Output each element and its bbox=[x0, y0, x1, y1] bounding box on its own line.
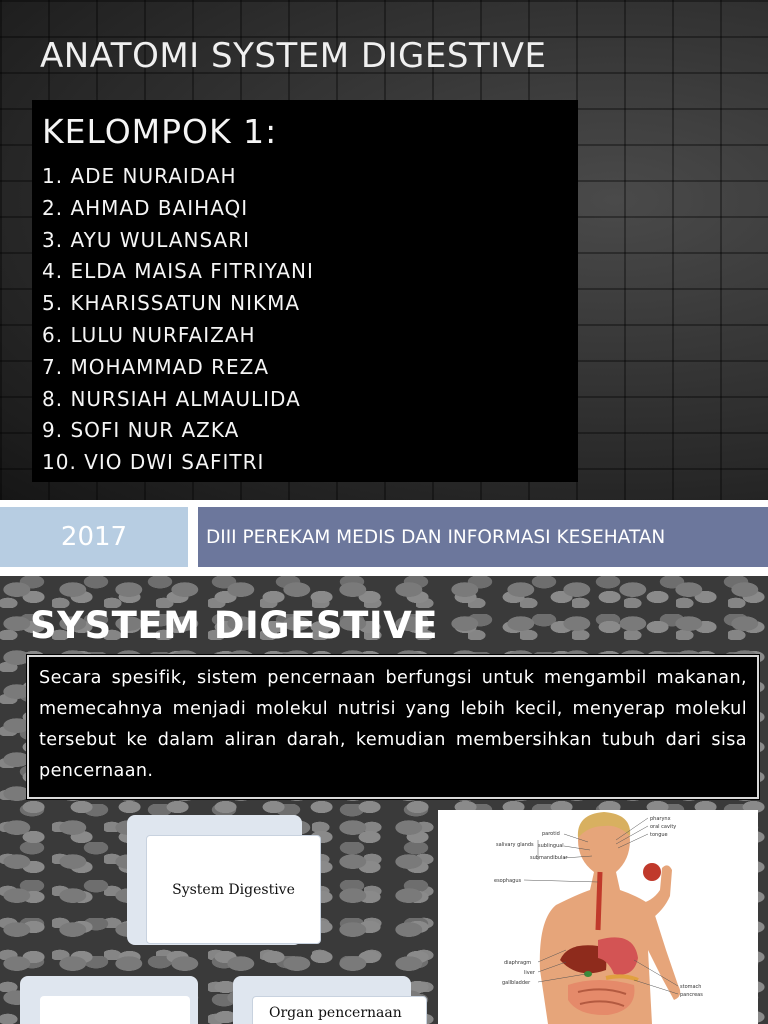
member-list bbox=[42, 161, 578, 479]
label-oral-cavity: oral cavity bbox=[650, 824, 677, 830]
label-pancreas: pancreas bbox=[680, 992, 703, 998]
description-box bbox=[27, 655, 759, 799]
label-submandibular: submandibular bbox=[530, 855, 568, 861]
label-stomach: stomach bbox=[680, 984, 702, 990]
label-gallbladder: gallbladder bbox=[502, 980, 531, 986]
list-item: 1. ADE NURAIDAH bbox=[42, 164, 237, 188]
list-item: 4. ELDA MAISA FITRIYANI bbox=[42, 259, 314, 284]
group-heading: KELOMPOK 1: bbox=[42, 112, 278, 151]
content-slide bbox=[0, 576, 768, 1024]
anatomy-drawing bbox=[438, 810, 758, 1024]
label-diaphragm: diaphragm bbox=[504, 960, 532, 966]
list-item: 2. AHMAD BAIHAQI bbox=[42, 195, 249, 220]
program-label: DIII PEREKAM MEDIS DAN INFORMASI KESEHATAN bbox=[198, 507, 768, 567]
member-panel bbox=[32, 100, 578, 482]
slide-title: SYSTEM DIGESTIVE bbox=[30, 604, 438, 647]
year-label: 2017 bbox=[0, 507, 188, 567]
org-chart-child-1 bbox=[40, 996, 190, 1024]
list-item: 5. KHARISSATUN NIKMA bbox=[42, 291, 301, 316]
slide-title: ANATOMI SYSTEM DIGESTIVE bbox=[40, 36, 547, 76]
org-chart-root: System Digestive bbox=[146, 835, 321, 944]
list-item: 7. MOHAMMAD REZA bbox=[42, 354, 270, 379]
label-pharynx: pharynx bbox=[650, 816, 671, 822]
org-chart-child-2: Organ pencernaan bbox=[252, 996, 427, 1024]
list-item: 10. VIO DWI SAFITRI bbox=[42, 450, 265, 475]
title-slide bbox=[0, 0, 768, 500]
list-item: 6. LULU NURFAIZAH bbox=[42, 322, 256, 347]
apple-icon bbox=[643, 863, 661, 881]
list-item: 9. SOFI NUR AZKA bbox=[42, 418, 240, 443]
label-liver: liver bbox=[524, 970, 535, 976]
label-sublingual: sublingual bbox=[538, 843, 564, 849]
label-salivary-glands: salivary glands bbox=[496, 842, 534, 848]
description-text: Secara spesifik, sistem pencernaan berfungsi untuk mengambil makanan, memecahnya menjadi molekul nutrisi yang lebih kecil, menyerap molekul tersebut ke dalam aliran darah, kemudian membersihkan tubuh dari sisa pencernaan. bbox=[39, 668, 747, 781]
list-item: 8. NURSIAH ALMAULIDA bbox=[42, 386, 301, 411]
label-parotid: parotid bbox=[542, 831, 560, 837]
list-item: 3. AYU WULANSARI bbox=[42, 227, 250, 252]
digestive-anatomy-illustration bbox=[438, 810, 758, 1024]
label-tongue: tongue bbox=[650, 832, 668, 838]
label-esophagus: esophagus bbox=[494, 878, 522, 884]
